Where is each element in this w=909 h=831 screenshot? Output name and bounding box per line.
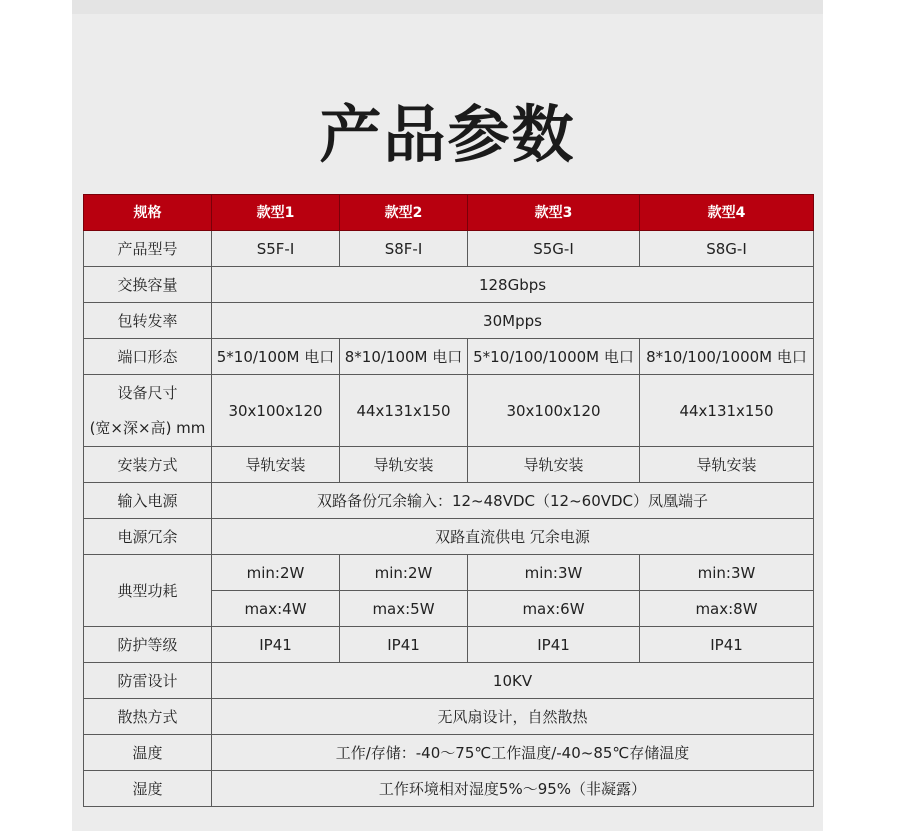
table-row <box>84 339 814 375</box>
table-cell: 导轨安装 <box>468 447 640 483</box>
table-cell: 导轨安装 <box>340 447 468 483</box>
table-row <box>84 699 814 735</box>
table-row <box>84 735 814 771</box>
table-cell: S5G-I <box>468 231 640 267</box>
table-cell: 30x100x120 <box>468 375 640 447</box>
table-cell: max:5W <box>340 591 468 627</box>
table-cell: S8F-I <box>340 231 468 267</box>
table-cell: max:4W <box>212 591 340 627</box>
table-cell: S5F-I <box>212 231 340 267</box>
table-row <box>84 663 814 699</box>
table-cell: 44x131x150 <box>340 375 468 447</box>
table-cell: 30Mpps <box>212 303 814 339</box>
table-cell: IP41 <box>212 627 340 663</box>
table-row <box>84 483 814 519</box>
table-cell: IP41 <box>340 627 468 663</box>
row-label: 电源冗余 <box>84 519 212 555</box>
header-cell: 款型3 <box>468 195 640 231</box>
row-label: 温度 <box>84 735 212 771</box>
row-label: 端口形态 <box>84 339 212 375</box>
table-cell: 44x131x150 <box>640 375 814 447</box>
table-row <box>84 771 814 807</box>
table-cell: 无风扇设计，自然散热 <box>212 699 814 735</box>
table-cell: 10KV <box>212 663 814 699</box>
row-label: 交换容量 <box>84 267 212 303</box>
table-cell: 工作/存储：-40～75℃工作温度/-40~85℃存储温度 <box>212 735 814 771</box>
table-cell: max:6W <box>468 591 640 627</box>
table-cell: 8*10/100/1000M 电口 <box>640 339 814 375</box>
row-label: 产品型号 <box>84 231 212 267</box>
table-cell: 导轨安装 <box>212 447 340 483</box>
table-row <box>84 519 814 555</box>
table-cell: IP41 <box>640 627 814 663</box>
table-cell: 30x100x120 <box>212 375 340 447</box>
table-cell: max:8W <box>640 591 814 627</box>
table-cell: 导轨安装 <box>640 447 814 483</box>
header-cell: 款型2 <box>340 195 468 231</box>
row-label <box>84 375 212 447</box>
table-cell: IP41 <box>468 627 640 663</box>
table-cell: min:3W <box>468 555 640 591</box>
table-row <box>84 447 814 483</box>
table-row <box>84 303 814 339</box>
table-cell: S8G-I <box>640 231 814 267</box>
row-label: 典型功耗 <box>84 555 212 627</box>
table-cell: 5*10/100M 电口 <box>212 339 340 375</box>
table-row <box>84 375 814 447</box>
table-cell: 8*10/100M 电口 <box>340 339 468 375</box>
table-header-row <box>84 195 814 231</box>
row-label-line: (宽×深×高) mm <box>89 419 206 437</box>
row-label: 包转发率 <box>84 303 212 339</box>
page-title: 产品参数 <box>319 98 576 171</box>
table-row <box>84 231 814 267</box>
header-cell: 款型4 <box>640 195 814 231</box>
table-cell: min:2W <box>212 555 340 591</box>
table-cell: min:2W <box>340 555 468 591</box>
table-cell: 工作环境相对湿度5%～95%（非凝露） <box>212 771 814 807</box>
row-label: 防雷设计 <box>84 663 212 699</box>
row-label: 散热方式 <box>84 699 212 735</box>
table-row <box>84 267 814 303</box>
row-label-line: 设备尺寸 <box>117 384 178 402</box>
table-row <box>84 555 814 591</box>
table-row <box>84 627 814 663</box>
row-label: 防护等级 <box>84 627 212 663</box>
table-cell: 128Gbps <box>212 267 814 303</box>
table-cell: 5*10/100/1000M 电口 <box>468 339 640 375</box>
table-cell: 双路备份冗余输入：12~48VDC（12~60VDC）凤凰端子 <box>212 483 814 519</box>
table-cell: 双路直流供电 冗余电源 <box>212 519 814 555</box>
table-cell: min:3W <box>640 555 814 591</box>
spec-table <box>83 194 814 807</box>
row-label: 安装方式 <box>84 447 212 483</box>
row-label: 输入电源 <box>84 483 212 519</box>
row-label: 湿度 <box>84 771 212 807</box>
header-cell: 款型1 <box>212 195 340 231</box>
header-cell: 规格 <box>84 195 212 231</box>
